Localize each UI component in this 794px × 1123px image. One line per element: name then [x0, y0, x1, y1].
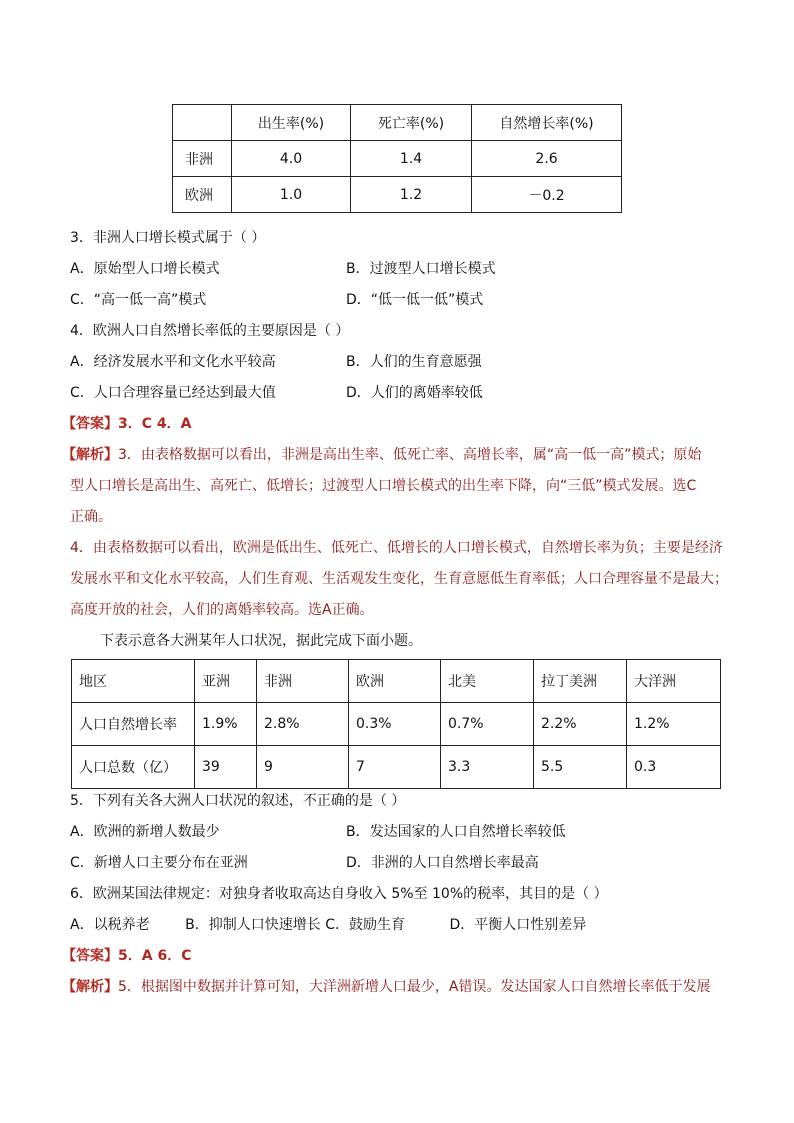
- table-cell: 大洋洲: [627, 660, 721, 703]
- table-header-row: [173, 105, 622, 141]
- table-cell: 2.2%: [534, 703, 627, 746]
- table-cell: 拉丁美洲: [534, 660, 627, 703]
- question-4-option-c: C．人口合理容量已经达到最大值: [70, 385, 276, 401]
- table-cell: 北美: [441, 660, 534, 703]
- table-header-cell: 自然增长率(%): [472, 105, 622, 141]
- table-row-header: 欧洲: [173, 177, 232, 213]
- question-3-option-b: B．过渡型人口增长模式: [346, 261, 496, 277]
- table-header-cell: 死亡率(%): [351, 105, 472, 141]
- question-5-stem: 5．下列有关各大洲人口状况的叙述，不正确的是（ ）: [70, 793, 406, 809]
- table-intro-text: 下表示意各大洲某年人口状况，据此完成下面小题。: [100, 633, 422, 649]
- birth-death-rate-table: [172, 104, 622, 213]
- answer-line-2: [62, 946, 191, 966]
- table-cell: [173, 105, 232, 141]
- table-cell: 欧洲: [349, 660, 441, 703]
- question-3-option-c: C．“高一低一高”模式: [70, 292, 207, 308]
- table-cell: －0.2: [472, 177, 622, 213]
- table-cell: 非洲: [257, 660, 349, 703]
- question-3-option-a: A．原始型人口增长模式: [70, 261, 220, 277]
- table-cell: 0.3: [627, 746, 721, 789]
- question-6-options: A．以税养老 B．抑制人口快速增长 C．鼓励生育 D．平衡人口性别差异: [70, 917, 587, 933]
- table-cell: 地区: [72, 660, 195, 703]
- table-cell: 9: [257, 746, 349, 789]
- table-cell: 1.2: [351, 177, 472, 213]
- table-header-cell: 出生率(%): [232, 105, 351, 141]
- explanation-tag: 【解析】: [62, 979, 118, 995]
- table-cell: 人口总数（亿）: [72, 746, 195, 789]
- table-cell: 5.5: [534, 746, 627, 789]
- answer-text: 3．C 4．A: [118, 416, 192, 432]
- question-5-option-d: D．非洲的人口自然增长率最高: [346, 855, 539, 871]
- question-3-option-d: D．“低一低一低”模式: [346, 292, 484, 308]
- explanation-line: 4．由表格数据可以看出，欧洲是低出生、低死亡、低增长的人口增长模式，自然增长率为负；主要是经济: [70, 540, 723, 556]
- table-cell: 2.6: [472, 141, 622, 177]
- table-cell: 人口自然增长率: [72, 703, 195, 746]
- table-cell: 0.7%: [441, 703, 534, 746]
- table-row: [173, 141, 622, 177]
- continent-population-table: [71, 659, 721, 789]
- table-row: [72, 703, 721, 746]
- explanation-line: 高度开放的社会，人们的离婚率较高。选A正确。: [70, 602, 374, 618]
- question-4-option-b: B．人们的生育意愿强: [346, 354, 482, 370]
- table-row: [72, 660, 721, 703]
- answer-tag: 【答案】: [62, 416, 118, 432]
- explanation-line: [62, 445, 701, 465]
- table-cell: 1.2%: [627, 703, 721, 746]
- table-row-header: 非洲: [173, 141, 232, 177]
- table-cell: 39: [195, 746, 257, 789]
- question-5-option-a: A．欧洲的新增人数最少: [70, 824, 220, 840]
- question-4-stem: 4．欧洲人口自然增长率低的主要原因是（ ）: [70, 323, 350, 339]
- explanation-line: 正确。: [70, 509, 112, 525]
- table-cell: 1.4: [351, 141, 472, 177]
- explanation-tag: 【解析】: [62, 447, 118, 463]
- table-cell: 4.0: [232, 141, 351, 177]
- answer-tag: 【答案】: [62, 948, 118, 964]
- explanation-line: 发展水平和文化水平较高，人们生育观、生活观发生变化，生育意愿低生育率低；人口合理容量不是最大；: [70, 571, 728, 587]
- question-4-option-d: D．人们的离婚率较低: [346, 385, 483, 401]
- table-row: [173, 177, 622, 213]
- question-5-option-b: B．发达国家的人口自然增长率较低: [346, 824, 566, 840]
- explanation-line: [62, 977, 710, 997]
- answer-line-1: [62, 414, 191, 434]
- table-cell: 7: [349, 746, 441, 789]
- table-row: [72, 746, 721, 789]
- table-cell: 1.0: [232, 177, 351, 213]
- table-cell: 0.3%: [349, 703, 441, 746]
- table-cell: 亚洲: [195, 660, 257, 703]
- explanation-line: 型人口增长是高出生、高死亡、低增长；过渡型人口增长模式的出生率下降，向“三低”模式发展。选C: [70, 478, 697, 494]
- table-cell: 2.8%: [257, 703, 349, 746]
- question-3-stem: 3．非洲人口增长模式属于（ ）: [70, 230, 266, 246]
- explanation-text: 5．根据图中数据并计算可知，大洋洲新增人口最少，A错误。发达国家人口自然增长率低于发展: [118, 979, 711, 995]
- question-6-stem: 6．欧洲某国法律规定：对独身者收取高达自身收入 5%至 10%的税率，其目的是（ ）: [70, 886, 608, 902]
- answer-text: 5．A 6．C: [118, 948, 192, 964]
- table-cell: 3.3: [441, 746, 534, 789]
- table-cell: 1.9%: [195, 703, 257, 746]
- question-4-option-a: A．经济发展水平和文化水平较高: [70, 354, 276, 370]
- explanation-text: 3．由表格数据可以看出，非洲是高出生率、低死亡率、高增长率，属“高一低一高”模式；原始: [118, 447, 702, 463]
- question-5-option-c: C．新增人口主要分布在亚洲: [70, 855, 248, 871]
